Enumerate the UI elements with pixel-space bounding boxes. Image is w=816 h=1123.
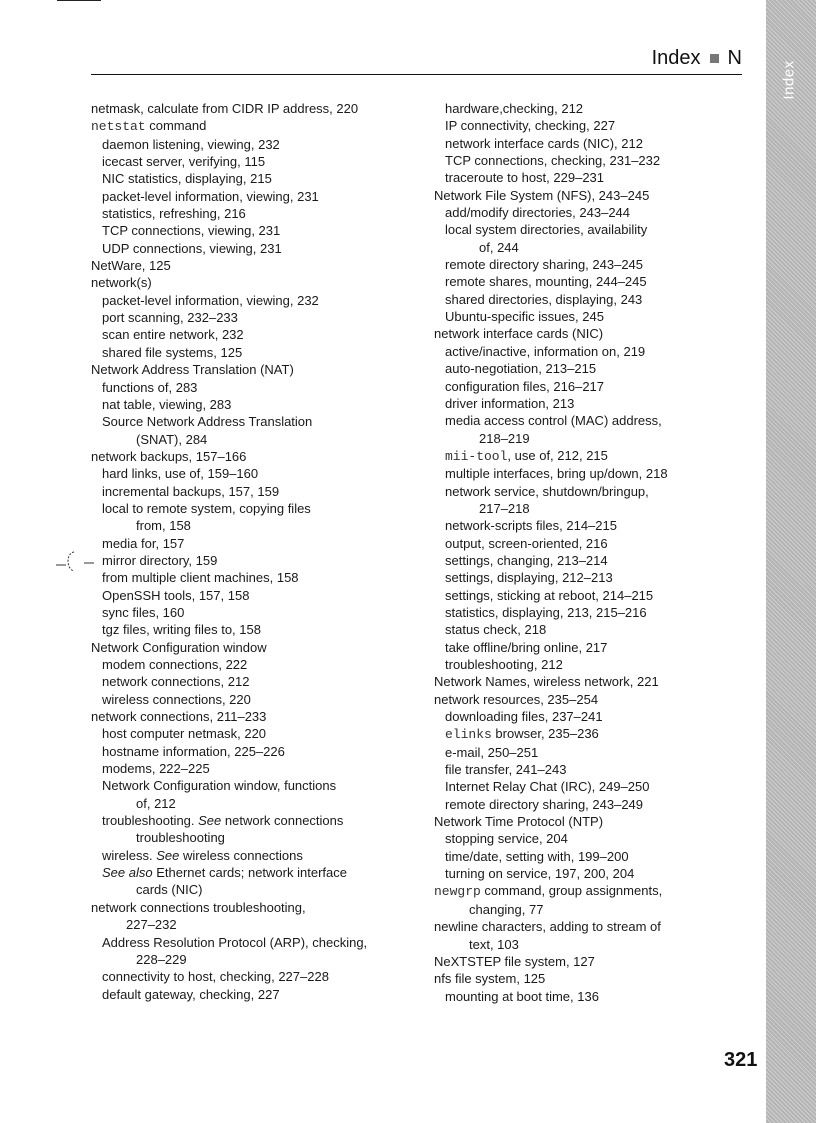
index-subentry — [434, 256, 759, 273]
entry-text: functions of, 283 — [102, 379, 198, 395]
index-subentry — [91, 604, 416, 621]
index-subentry — [434, 447, 759, 465]
index-subentry — [434, 152, 759, 169]
index-subentry — [434, 744, 759, 761]
entry-text: Network Time Protocol (NTP) — [434, 814, 604, 830]
index-entry — [91, 100, 416, 117]
entry-text: wireless connections, 220 — [102, 691, 251, 707]
entry-text: wireless. — [102, 847, 157, 863]
index-subentry — [91, 483, 416, 500]
entry-text: network interface cards (NIC) — [434, 326, 604, 342]
entry-text: TCP connections, checking, 231–232 — [445, 153, 661, 169]
index-subentry — [434, 221, 759, 238]
index-continuation — [434, 901, 759, 918]
entry-text: command — [145, 118, 207, 134]
entry-text: changing, 77 — [469, 901, 544, 917]
index-subentry — [434, 621, 759, 638]
index-continuation — [434, 239, 759, 256]
entry-text: mounting at boot time, 136 — [445, 988, 599, 1004]
entry-text: connectivity to host, checking, 227–228 — [102, 969, 329, 985]
index-continuation — [91, 916, 416, 933]
entry-text: 218–219 — [479, 430, 530, 446]
index-subentry — [434, 360, 759, 377]
index-subentry — [91, 691, 416, 708]
index-subentry — [91, 725, 416, 742]
command-name: elinks — [445, 727, 492, 743]
entry-text: troubleshooting, 212 — [445, 657, 563, 672]
index-continuation — [91, 517, 416, 534]
entry-text: configuration files, 216–217 — [445, 378, 605, 394]
index-subentry — [91, 621, 416, 638]
index-subentry — [434, 343, 759, 360]
side-tab-label: Index — [780, 60, 798, 100]
running-head — [652, 47, 742, 70]
index-subentry — [434, 100, 759, 117]
index-subentry — [91, 136, 416, 153]
index-entry — [434, 918, 759, 935]
entry-text: local system directories, availability — [445, 222, 648, 238]
entry-text: nfs file system, 125 — [434, 971, 546, 987]
entry-text: Network Configuration window, functions — [102, 778, 337, 794]
index-subentry — [434, 412, 759, 429]
entry-text: Address Resolution Protocol (ARP), checking, — [102, 934, 368, 950]
command-name: mii-tool — [445, 448, 508, 464]
side-thumb-tab — [766, 0, 816, 1123]
entry-text: Network Names, wireless network, 221 — [434, 674, 659, 690]
entry-text: tgz files, writing files to, 158 — [102, 622, 261, 638]
entry-text: Network Configuration window — [91, 639, 267, 655]
entry-text: incremental backups, 157, 159 — [102, 483, 280, 499]
margin-bracket-icon — [54, 549, 94, 573]
index-subentry — [91, 153, 416, 170]
entry-text: network-scripts files, 214–215 — [445, 518, 617, 534]
index-subentry — [434, 708, 759, 725]
index-entry — [91, 639, 416, 656]
running-head-section: Index — [651, 47, 701, 69]
command-name: newgrp — [434, 884, 481, 900]
index-continuation — [91, 795, 416, 812]
index-subentry — [91, 240, 416, 257]
entry-text: remote directory sharing, 243–245 — [445, 257, 644, 273]
entry-text: from multiple client machines, 158 — [102, 570, 299, 586]
entry-text: daemon listening, viewing, 232 — [102, 136, 280, 152]
entry-text: network(s) — [91, 275, 152, 291]
index-subentry — [91, 344, 416, 361]
entry-text: mirror directory, 159 — [102, 552, 218, 568]
entry-text: icecast server, verifying, 115 — [102, 154, 266, 170]
index-subentry — [434, 656, 759, 673]
index-entry — [91, 361, 416, 378]
index-subentry — [434, 395, 759, 412]
entry-text: IP connectivity, checking, 227 — [445, 118, 616, 134]
index-subentry — [91, 535, 416, 552]
entry-text: network service, shutdown/bringup, — [445, 483, 649, 499]
index-subentry — [91, 760, 416, 777]
index-subentry — [434, 569, 759, 586]
entry-text: network connections troubleshooting, — [91, 899, 306, 915]
index-continuation — [434, 430, 759, 447]
entry-text: settings, sticking at reboot, 214–215 — [445, 587, 654, 603]
entry-text: network resources, 235–254 — [434, 691, 599, 707]
entry-text: multiple interfaces, bring up/down, 218 — [445, 466, 668, 482]
entry-text: hard links, use of, 159–160 — [102, 466, 259, 482]
entry-text: host computer netmask, 220 — [102, 726, 267, 742]
index-entry — [91, 708, 416, 725]
index-subentry — [91, 587, 416, 604]
entry-text: downloading files, 237–241 — [445, 709, 603, 725]
entry-text: output, screen-oriented, 216 — [445, 535, 608, 551]
see-reference: See — [156, 847, 180, 863]
entry-text: turning on service, 197, 200, 204 — [445, 866, 635, 882]
entry-text: browser, 235–236 — [491, 726, 599, 742]
index-entry — [91, 899, 416, 916]
index-subentry — [91, 188, 416, 205]
index-subentry — [434, 465, 759, 482]
entry-text: Internet Relay Chat (IRC), 249–250 — [445, 779, 650, 795]
entry-text: shared directories, displaying, 243 — [445, 291, 643, 307]
entry-text: scan entire network, 232 — [102, 327, 244, 343]
entry-text: text, 103 — [469, 936, 519, 952]
index-subentry — [434, 135, 759, 152]
entry-text: 227–232 — [126, 917, 177, 933]
entry-text: OpenSSH tools, 157, 158 — [102, 587, 250, 603]
index-subentry — [434, 169, 759, 186]
entry-text: hostname information, 225–226 — [102, 743, 285, 759]
entry-text: TCP connections, viewing, 231 — [102, 223, 281, 239]
entry-text: (SNAT), 284 — [136, 431, 208, 447]
command-name: netstat — [91, 119, 146, 135]
index-subentry — [91, 500, 416, 517]
index-subentry — [91, 465, 416, 482]
index-subentry — [91, 205, 416, 222]
entry-text: settings, changing, 213–214 — [445, 552, 608, 568]
entry-text: file transfer, 241–243 — [445, 762, 567, 778]
entry-text: network interface cards (NIC), 212 — [445, 135, 643, 151]
entry-text: Ethernet cards; network interface — [152, 865, 347, 881]
entry-text: of, 212 — [136, 795, 176, 811]
index-entry — [434, 673, 759, 690]
index-subentry — [91, 413, 416, 430]
entry-text: shared file systems, 125 — [102, 344, 243, 360]
entry-text: 228–229 — [136, 951, 187, 967]
entry-text: media for, 157 — [102, 535, 185, 551]
index-subentry — [434, 865, 759, 882]
index-subentry — [91, 986, 416, 1003]
index-subentry — [91, 396, 416, 413]
entry-text: time/date, setting with, 199–200 — [445, 848, 629, 864]
header-rule — [91, 74, 742, 75]
index-subentry — [91, 222, 416, 239]
index-subentry — [91, 292, 416, 309]
top-edge-rule — [57, 0, 101, 1]
entry-text: packet-level information, viewing, 232 — [102, 292, 319, 308]
entry-text: auto-negotiation, 213–215 — [445, 361, 597, 377]
entry-text: stopping service, 204 — [445, 831, 568, 847]
index-subentry — [91, 812, 416, 829]
entry-text: Network Address Translation (NAT) — [91, 362, 294, 378]
index-subentry — [434, 535, 759, 552]
entry-text: statistics, displaying, 213, 215–216 — [445, 604, 647, 620]
entry-text: add/modify directories, 243–244 — [445, 205, 631, 221]
index-subentry — [434, 517, 759, 534]
page-number: 321 — [724, 1049, 758, 1071]
index-continuation — [91, 829, 416, 846]
entry-text: NetWare, 125 — [91, 258, 171, 274]
index-continuation — [434, 936, 759, 953]
index-entry — [91, 448, 416, 465]
entry-text: wireless connections — [179, 847, 303, 863]
index-subentry — [434, 796, 759, 813]
index-subentry — [91, 847, 416, 864]
index-subentry — [91, 309, 416, 326]
index-subentry — [91, 552, 416, 569]
index-subentry — [434, 778, 759, 795]
entry-text: 217–218 — [479, 500, 530, 516]
entry-text: remote shares, mounting, 244–245 — [445, 274, 647, 290]
index-entry — [434, 813, 759, 830]
entry-text: NIC statistics, displaying, 215 — [102, 171, 272, 187]
square-bullet-icon — [710, 54, 719, 63]
entry-text: take offline/bring online, 217 — [445, 639, 608, 655]
entry-text: network connections, 211–233 — [91, 709, 267, 725]
see-reference: See also — [102, 865, 153, 881]
entry-text: cards (NIC) — [136, 882, 203, 898]
entry-text: nat table, viewing, 283 — [102, 396, 232, 412]
entry-text: of, 244 — [479, 239, 519, 255]
index-entry — [434, 970, 759, 987]
entry-text: status check, 218 — [445, 622, 547, 638]
index-subentry — [91, 326, 416, 343]
index-entry — [434, 325, 759, 342]
index-column-right — [434, 100, 759, 1005]
index-entry — [91, 274, 416, 291]
index-entry — [434, 187, 759, 204]
index-entry — [434, 691, 759, 708]
entry-text: e-mail, 250–251 — [445, 744, 539, 760]
index-subentry — [434, 291, 759, 308]
index-subentry — [434, 725, 759, 743]
index-subentry — [91, 379, 416, 396]
entry-text: media access control (MAC) address, — [445, 413, 662, 429]
entry-text: Network File System (NFS), 243–245 — [434, 187, 650, 203]
index-subentry — [434, 604, 759, 621]
index-subentry — [434, 587, 759, 604]
entry-text: network connections, 212 — [102, 674, 250, 690]
index-subentry — [91, 934, 416, 951]
entry-text: hardware,checking, 212 — [445, 101, 584, 116]
index-continuation — [91, 881, 416, 898]
running-head-letter: N — [727, 47, 742, 69]
index-subentry — [91, 656, 416, 673]
entry-text: remote directory sharing, 243–249 — [445, 796, 644, 812]
index-subentry — [434, 639, 759, 656]
entry-text: , use of, 212, 215 — [507, 447, 608, 463]
entry-text: default gateway, checking, 227 — [102, 986, 280, 1002]
entry-text: command, group assignments, — [480, 883, 663, 899]
index-subentry — [434, 378, 759, 395]
entry-text: Source Network Address Translation — [102, 414, 313, 430]
entry-text: newline characters, adding to stream of — [434, 919, 661, 935]
index-entry — [91, 257, 416, 274]
index-subentry — [434, 988, 759, 1005]
entry-text: traceroute to host, 229–231 — [445, 170, 605, 186]
index-subentry — [434, 552, 759, 569]
entry-text: settings, displaying, 212–213 — [445, 570, 613, 586]
entry-text: modem connections, 222 — [102, 657, 248, 672]
entry-text: packet-level information, viewing, 231 — [102, 188, 319, 204]
entry-text: port scanning, 232–233 — [102, 310, 238, 326]
index-entry — [91, 117, 416, 135]
entry-text: driver information, 213 — [445, 395, 575, 411]
entry-text: netmask, calculate from CIDR IP address, 220 — [91, 101, 359, 116]
index-continuation — [91, 951, 416, 968]
index-subentry — [91, 569, 416, 586]
index-subentry — [91, 777, 416, 794]
index-entry — [434, 882, 759, 900]
index-subentry — [91, 673, 416, 690]
see-reference: See — [198, 813, 222, 829]
index-subentry — [434, 483, 759, 500]
entry-text: modems, 222–225 — [102, 761, 210, 777]
index-column-left — [91, 100, 416, 1003]
index-entry — [434, 953, 759, 970]
entry-text: NeXTSTEP file system, 127 — [434, 953, 595, 969]
entry-text: UDP connections, viewing, 231 — [102, 240, 282, 256]
index-subentry — [91, 170, 416, 187]
entry-text: sync files, 160 — [102, 604, 185, 620]
entry-text: network backups, 157–166 — [91, 448, 247, 464]
entry-text: from, 158 — [136, 518, 191, 534]
index-subentry — [434, 308, 759, 325]
entry-text: active/inactive, information on, 219 — [445, 343, 646, 359]
entry-text: troubleshooting — [136, 830, 225, 846]
index-subentry — [434, 273, 759, 290]
index-subentry — [434, 848, 759, 865]
entry-text: statistics, refreshing, 216 — [102, 206, 246, 222]
index-continuation — [91, 431, 416, 448]
index-subentry — [91, 968, 416, 985]
index-subentry — [91, 743, 416, 760]
entry-text: local to remote system, copying files — [102, 500, 311, 516]
index-subentry — [434, 204, 759, 221]
index-subentry — [434, 830, 759, 847]
entry-text: Ubuntu-specific issues, 245 — [445, 309, 604, 325]
entry-text: troubleshooting. — [102, 813, 199, 829]
index-continuation — [434, 500, 759, 517]
index-subentry — [91, 864, 416, 881]
index-subentry — [434, 117, 759, 134]
index-subentry — [434, 761, 759, 778]
entry-text: network connections — [221, 813, 344, 829]
